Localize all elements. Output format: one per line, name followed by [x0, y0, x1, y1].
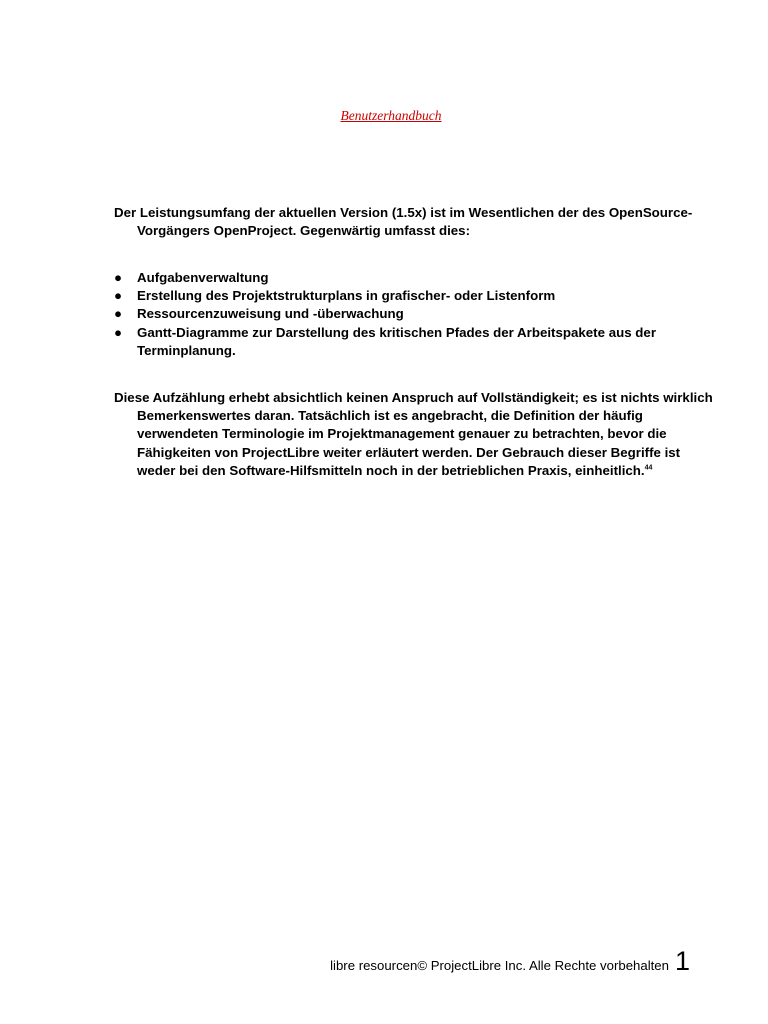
- list-item: [114, 305, 699, 323]
- list-item-text: Gantt-Diagramme zur Darstellung des kritischen Pfades der Arbeitspakete aus der Terminplanung.: [137, 324, 656, 358]
- list-item: [114, 287, 699, 305]
- intro-text: Der Leistungsumfang der aktuellen Version (1.5x) ist im Wesentlichen der des OpenSource-Vorgängers OpenProject. Gegenwärtig umfasst dies:: [114, 205, 693, 239]
- bullet-icon: ●: [114, 270, 123, 285]
- list-item: [114, 269, 699, 287]
- page-footer: [330, 946, 690, 977]
- bullet-icon: ●: [114, 324, 123, 340]
- list-item-text: Aufgabenverwaltung: [137, 270, 269, 285]
- page-number: 1: [674, 946, 690, 976]
- bullet-icon: ●: [114, 288, 123, 304]
- footnote-reference[interactable]: 44: [644, 464, 653, 472]
- bullet-icon: ●: [114, 306, 123, 322]
- list-item: [114, 324, 699, 360]
- footer-copyright: libre resourcen© ProjectLibre Inc. Alle Rechte vorbehalten: [330, 958, 669, 973]
- list-item-text: Erstellung des Projektstrukturplans in grafischer- oder Listenform: [137, 288, 556, 304]
- feature-list: [114, 269, 699, 360]
- intro-paragraph: [114, 204, 722, 240]
- body-text: Diese Aufzählung erhebt absichtlich keinen Anspruch auf Vollständigkeit; es ist nichts wirklich Bemerkenswertes daran. Tatsächlich ist es angebracht, die Definition der häufig verwendeten Terminologie im Projektmanagement genauer zu betrachten, bevor die Fähigkeiten von ProjectLibre weiter erläutert werden. Der Gebrauch dieser Begriffe ist weder bei den Software-Hilfsmitteln noch in der betrieblichen Praxis, einheitlich.: [114, 390, 713, 478]
- list-item-text: Ressourcenzuweisung und -überwachung: [137, 306, 404, 322]
- header-title: Benutzerhandbuch: [340, 108, 442, 123]
- body-paragraph: [114, 389, 722, 480]
